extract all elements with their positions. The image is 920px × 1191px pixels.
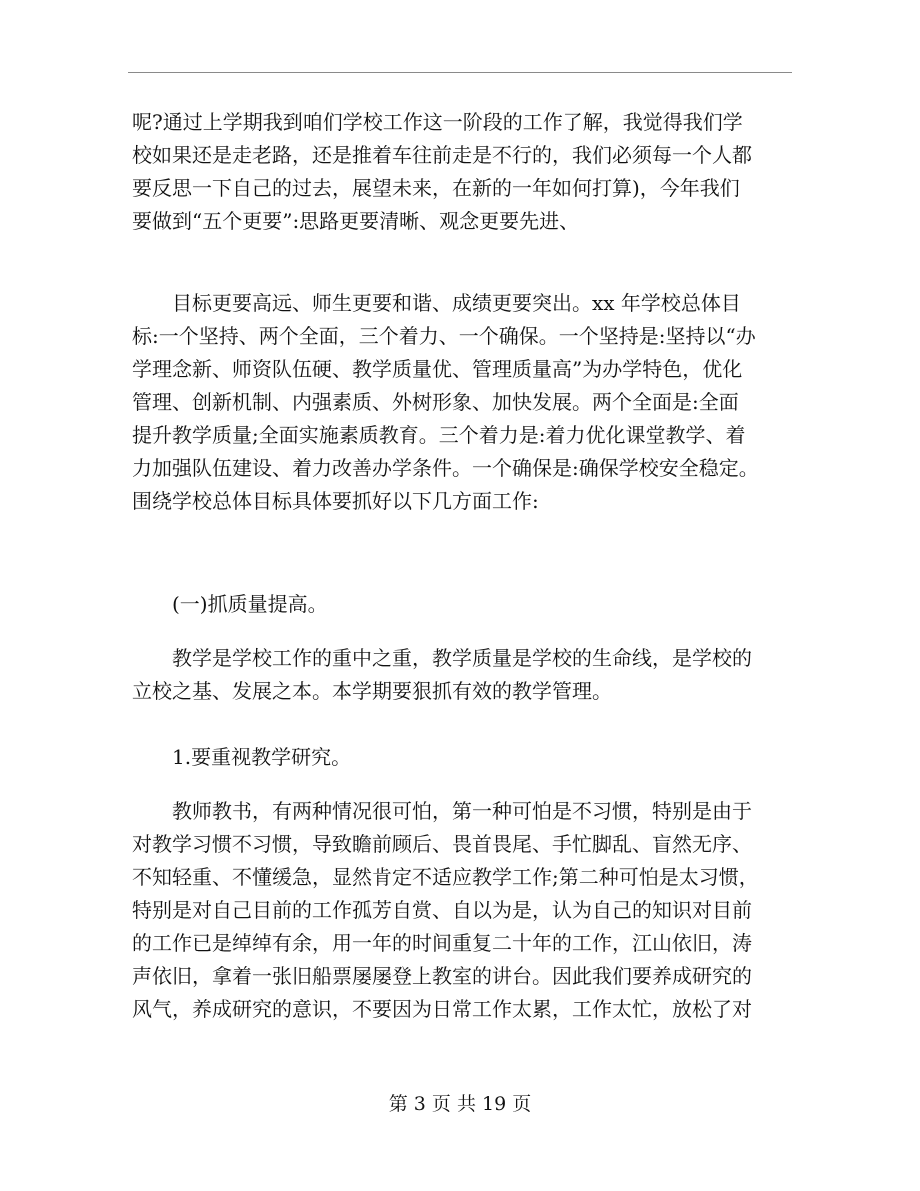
text-line: 提升教学质量;全面实施素质教育。三个着力是:着力优化课堂教学、着	[132, 423, 746, 447]
text-line: 要反思一下自己的过去，展望未来，在新的一年如何打算)，今年我们	[132, 176, 740, 200]
paragraph-3	[132, 588, 796, 621]
paragraph-1	[132, 106, 796, 238]
text-line: 校如果还是走老路，还是推着车往前走是不行的，我们必须每一个人都	[132, 143, 752, 167]
text-line: 要做到“五个更要”:思路更要清晰、观念更要先进、	[132, 209, 580, 233]
section-heading: (一)抓质量提高。	[132, 592, 328, 616]
text-line: 呢?通过上学期我到咱们学校工作这一阶段的工作了解，我觉得我们学	[132, 110, 743, 134]
paragraph-5	[132, 741, 796, 774]
text-line: 目标更要高远、师生更要和谐、成绩更要突出。xx 年学校总体目	[132, 291, 741, 315]
text-line: 声依旧，拿着一张旧船票屡屡登上教室的讲台。因此我们要养成研究的	[132, 964, 752, 988]
text-line: 立校之基、发展之本。本学期要狠抓有效的教学管理。	[132, 679, 612, 703]
text-line: 的工作已是绰绰有余，用一年的时间重复二十年的工作，江山依旧，涛	[132, 931, 752, 955]
paragraph-4	[132, 642, 796, 708]
text-line: 学理念新、师资队伍硬、教学质量优、管理质量高”为办学特色，优化	[132, 357, 743, 381]
text-line: 管理、创新机制、内强素质、外树形象、加快发展。两个全面是:全面	[132, 390, 739, 414]
subsection-heading: 1.要重视教学研究。	[132, 745, 352, 769]
text-line: 教师教书，有两种情况很可怕，第一种可怕是不习惯，特别是由于	[132, 799, 752, 823]
paragraph-6	[132, 795, 796, 1026]
text-line: 围绕学校总体目标具体要抓好以下几方面工作:	[132, 489, 539, 513]
text-line: 特别是对自己目前的工作孤芳自赏、自以为是，认为自己的知识对目前	[132, 898, 752, 922]
text-line: 标:一个坚持、两个全面，三个着力、一个确保。一个坚持是:坚持以“办	[132, 324, 756, 348]
page-number-footer: 第 3 页 共 19 页	[388, 1093, 532, 1115]
header-rule	[128, 72, 792, 73]
text-line: 力加强队伍建设、着力改善办学条件。一个确保是:确保学校安全稳定。	[132, 456, 759, 480]
text-line: 不知轻重、不懂缓急，显然肯定不适应教学工作;第二种可怕是太习惯，	[132, 865, 759, 889]
text-line: 风气，养成研究的意识，不要因为日常工作太累，工作太忙，放松了对	[132, 997, 752, 1021]
paragraph-2	[132, 287, 796, 518]
text-line: 教学是学校工作的重中之重，教学质量是学校的生命线，是学校的	[132, 646, 752, 670]
text-line: 对教学习惯不习惯，导致瞻前顾后、畏首畏尾、手忙脚乱、盲然无序、	[132, 832, 752, 856]
